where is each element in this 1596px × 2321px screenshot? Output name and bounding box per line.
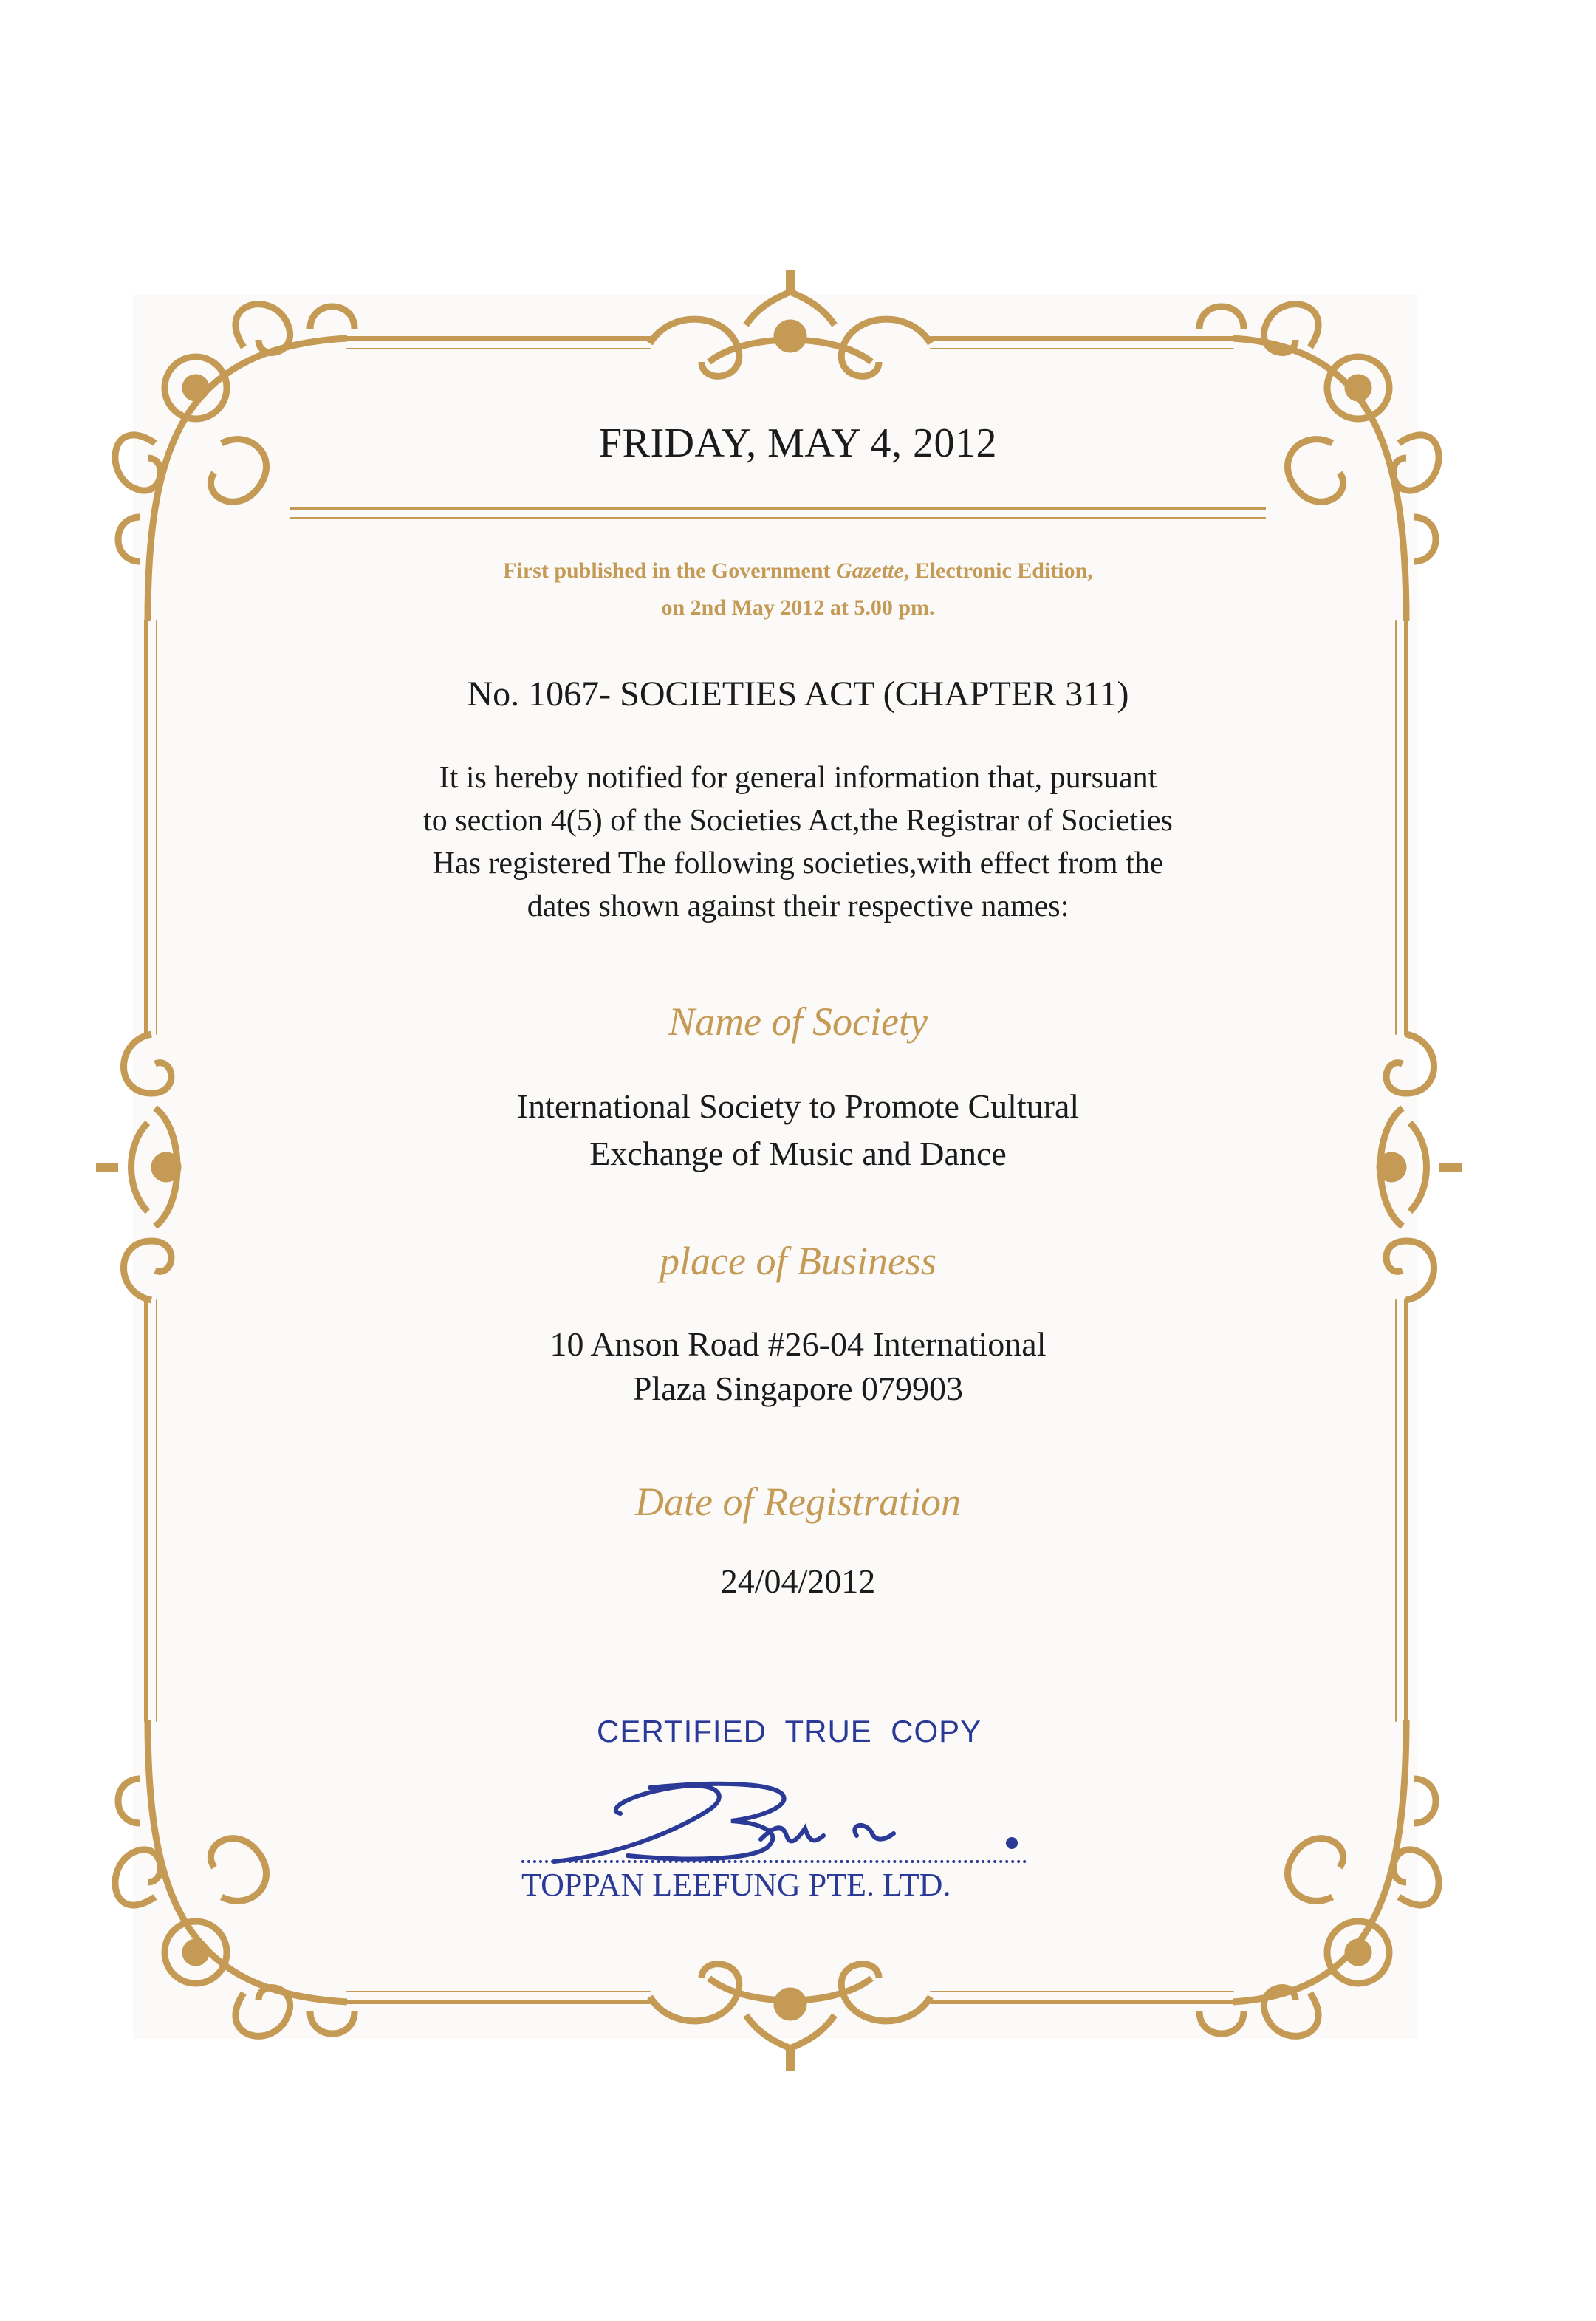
publication-note-line1: First published in the Government Gazette, Electronic Edition, (503, 558, 1093, 583)
society-name-line2: Exchange of Music and Dance (589, 1135, 1007, 1172)
gazette-date: FRIDAY, MAY 4, 2012 (598, 420, 998, 466)
heading-divider-thick (290, 507, 1266, 510)
place-of-business (0, 1322, 1596, 1411)
intro-line: Has registered The following societies,with effect from the (432, 847, 1164, 881)
signature-image (539, 1765, 1041, 1869)
company-name: TOPPAN LEEFUNG PTE. LTD. (521, 1867, 951, 1903)
place-line1: 10 Anson Road #26-04 International (549, 1325, 1047, 1363)
certified-true-copy-label: CERTIFIED TRUE COPY (597, 1714, 982, 1749)
intro-line: It is hereby notified for general information that, pursuant (439, 761, 1157, 795)
notice-title: No. 1067- SOCIETIES ACT (CHAPTER 311) (467, 674, 1129, 714)
society-name-line1: International Society to Promote Cultural (516, 1087, 1080, 1125)
signature-line (521, 1860, 1027, 1863)
intro-line: to section 4(5) of the Societies Act,the Registrar of Societies (423, 804, 1173, 838)
publication-note (0, 553, 1596, 626)
publication-note-line2: on 2nd May 2012 at 5.00 pm. (661, 595, 935, 620)
heading-divider-thin (290, 517, 1266, 519)
name-of-society-heading: Name of Society (668, 999, 928, 1044)
society-name (0, 1083, 1596, 1177)
place-of-business-heading: place of Business (660, 1239, 936, 1283)
intro-line: dates shown against their respective names: (527, 889, 1069, 923)
registration-date: 24/04/2012 (720, 1562, 876, 1600)
place-line2: Plaza Singapore 079903 (632, 1370, 964, 1407)
intro-paragraph (0, 756, 1596, 928)
date-of-registration-heading: Date of Registration (635, 1480, 961, 1524)
